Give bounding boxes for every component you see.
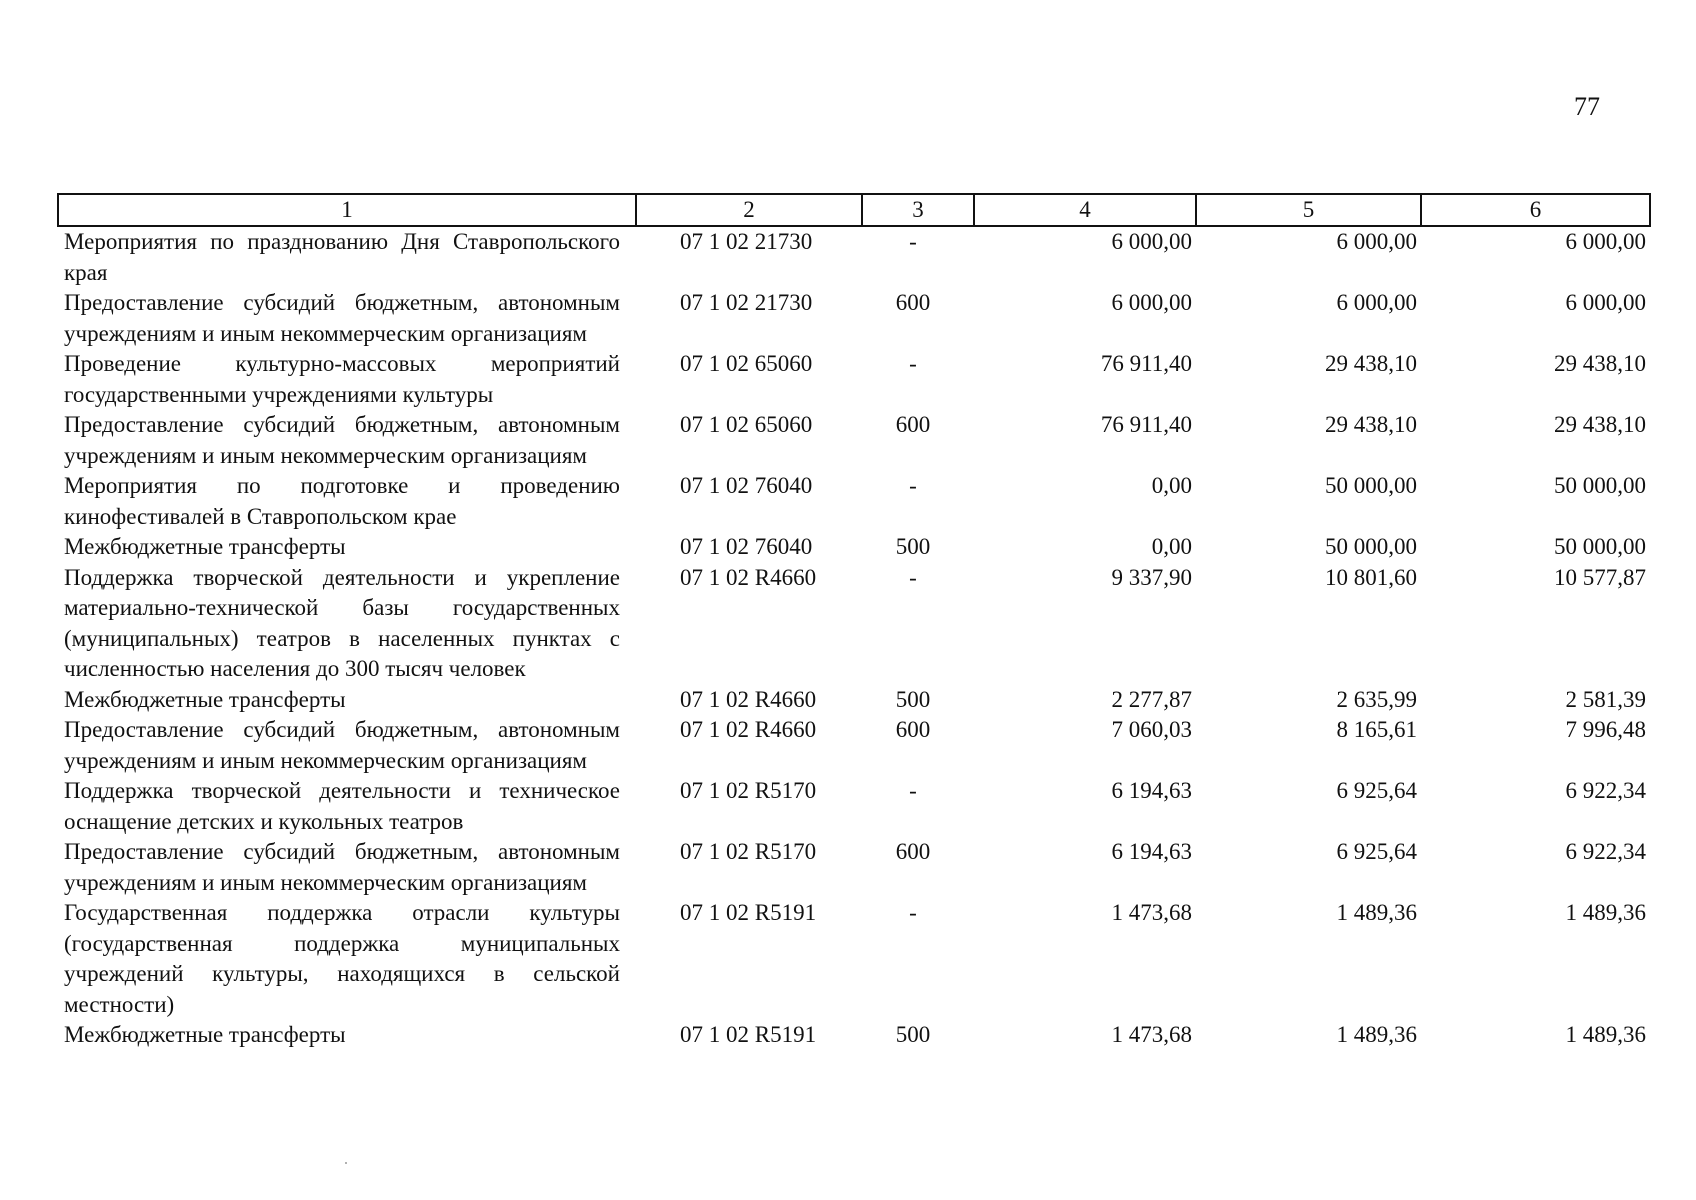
row-value-5: 50 000,00 [1325, 473, 1417, 498]
row-code: 07 1 02 76040 [680, 473, 813, 498]
row-value-5: 6 000,00 [1336, 290, 1417, 315]
row-name: Предоставление субсидий бюджетным, автономным учреждениям и иным некоммерческим организациям [64, 290, 620, 346]
row-value-5: 8 165,61 [1336, 717, 1417, 742]
row-code: 07 1 02 R5191 [680, 900, 817, 925]
row-value-4: 6 000,00 [1111, 290, 1192, 315]
row-type: 500 [895, 1022, 931, 1047]
row-code: 07 1 02 65060 [680, 351, 813, 376]
row-value-5: 29 438,10 [1325, 412, 1417, 437]
row-value-4: 76 911,40 [1100, 351, 1192, 376]
header-col-6: 6 [1421, 194, 1650, 226]
table-body [58, 226, 1650, 1051]
page-number: 77 [1574, 92, 1600, 121]
row-code: 07 1 02 R5191 [680, 1022, 817, 1047]
row-value-5: 2 635,99 [1336, 686, 1417, 712]
row-value-5: 1 489,36 [1336, 1022, 1417, 1047]
row-type: 500 [895, 686, 931, 712]
row-value-6: 6 000,00 [1565, 229, 1646, 254]
row-name: Мероприятия по празднованию Дня Ставропольского края [64, 229, 620, 285]
header-col-1: 1 [58, 194, 636, 226]
table-row [58, 563, 1650, 685]
row-code: 07 1 02 R4660 [680, 564, 817, 590]
row-name: Межбюджетные трансферты [64, 534, 346, 559]
table-row [58, 776, 1650, 837]
row-type: 500 [895, 534, 931, 559]
row-value-4: 1 473,68 [1111, 1022, 1192, 1047]
row-value-4: 6 000,00 [1111, 229, 1192, 254]
row-value-4: 1 473,68 [1111, 900, 1192, 925]
row-value-5: 1 489,36 [1336, 900, 1417, 925]
header-col-5: 5 [1196, 194, 1421, 226]
row-name: Мероприятия по подготовке и проведению кинофестивалей в Ставропольском крае [64, 473, 620, 529]
table-row [58, 898, 1650, 1020]
row-code: 07 1 02 21730 [680, 290, 813, 315]
row-type: 600 [895, 717, 931, 742]
row-name: Предоставление субсидий бюджетным, автономным учреждениям и иным некоммерческим организациям [64, 412, 620, 468]
row-code: 07 1 02 76040 [680, 534, 813, 559]
row-value-5: 29 438,10 [1325, 351, 1417, 376]
row-name: Поддержка творческой деятельности и техническое оснащение детских и кукольных театров [64, 778, 620, 834]
budget-table [57, 193, 1651, 1051]
row-type: 600 [895, 839, 931, 864]
row-code: 07 1 02 R4660 [680, 717, 817, 742]
table-header [58, 194, 1650, 226]
row-name: Предоставление субсидий бюджетным, автономным учреждениям и иным некоммерческим организациям [64, 717, 620, 773]
row-name: Предоставление субсидий бюджетным, автономным учреждениям и иным некоммерческим организациям [64, 839, 620, 895]
row-value-6: 6 000,00 [1565, 290, 1646, 315]
table-row [58, 685, 1650, 716]
row-value-6: 2 581,39 [1565, 686, 1646, 712]
row-type: 600 [895, 412, 931, 437]
table-row [58, 226, 1650, 288]
header-col-3: 3 [862, 194, 974, 226]
row-type: - [909, 778, 917, 803]
row-value-6: 7 996,48 [1565, 717, 1646, 742]
table-row [58, 837, 1650, 898]
row-name: Поддержка творческой деятельности и укрепление материально-технической базы государственных (муниципальных) театров в населенных пунктах с численностью населения до 300 тысяч человек [64, 564, 620, 681]
row-value-4: 76 911,40 [1100, 412, 1192, 437]
row-value-6: 10 577,87 [1554, 564, 1646, 590]
row-value-5: 6 925,64 [1336, 839, 1417, 864]
scan-speck [345, 1162, 347, 1164]
row-type: - [909, 351, 917, 376]
row-value-4: 6 194,63 [1111, 778, 1192, 803]
row-type: - [909, 473, 917, 498]
row-value-5: 10 801,60 [1325, 564, 1417, 590]
table-row [58, 349, 1650, 410]
row-type: - [909, 564, 917, 590]
row-value-6: 6 922,34 [1565, 778, 1646, 803]
row-code: 07 1 02 R5170 [680, 839, 817, 864]
table-row [58, 1020, 1650, 1051]
row-value-4: 0,00 [1151, 473, 1192, 498]
row-value-4: 9 337,90 [1111, 564, 1192, 590]
row-code: 07 1 02 21730 [680, 229, 813, 254]
row-value-5: 50 000,00 [1325, 534, 1417, 559]
row-value-6: 1 489,36 [1565, 1022, 1646, 1047]
header-row [58, 194, 1650, 226]
row-code: 07 1 02 R5170 [680, 778, 817, 803]
header-col-2: 2 [636, 194, 862, 226]
row-value-4: 0,00 [1151, 534, 1192, 559]
row-value-5: 6 925,64 [1336, 778, 1417, 803]
row-name: Межбюджетные трансферты [64, 1022, 346, 1047]
row-name: Проведение культурно-массовых мероприятий государственными учреждениями культуры [64, 351, 620, 407]
row-value-6: 50 000,00 [1554, 473, 1646, 498]
table-row [58, 532, 1650, 563]
row-value-6: 1 489,36 [1565, 900, 1646, 925]
row-type: - [909, 900, 917, 925]
row-code: 07 1 02 65060 [680, 412, 813, 437]
row-type: - [909, 229, 917, 254]
row-value-5: 6 000,00 [1336, 229, 1417, 254]
row-type: 600 [895, 290, 931, 315]
row-value-6: 50 000,00 [1554, 534, 1646, 559]
row-name: Межбюджетные трансферты [64, 686, 346, 712]
row-value-4: 7 060,03 [1111, 717, 1192, 742]
row-code: 07 1 02 R4660 [680, 686, 817, 712]
table-row [58, 410, 1650, 471]
header-col-4: 4 [974, 194, 1196, 226]
row-value-4: 2 277,87 [1111, 686, 1192, 712]
row-value-6: 29 438,10 [1554, 412, 1646, 437]
row-name: Государственная поддержка отрасли культуры (государственная поддержка муниципальных учреждений культуры, находящихся в сельской местности) [64, 900, 620, 1017]
table-row [58, 288, 1650, 349]
row-value-6: 6 922,34 [1565, 839, 1646, 864]
table-row [58, 471, 1650, 532]
row-value-6: 29 438,10 [1554, 351, 1646, 376]
row-value-4: 6 194,63 [1111, 839, 1192, 864]
table-row [58, 715, 1650, 776]
